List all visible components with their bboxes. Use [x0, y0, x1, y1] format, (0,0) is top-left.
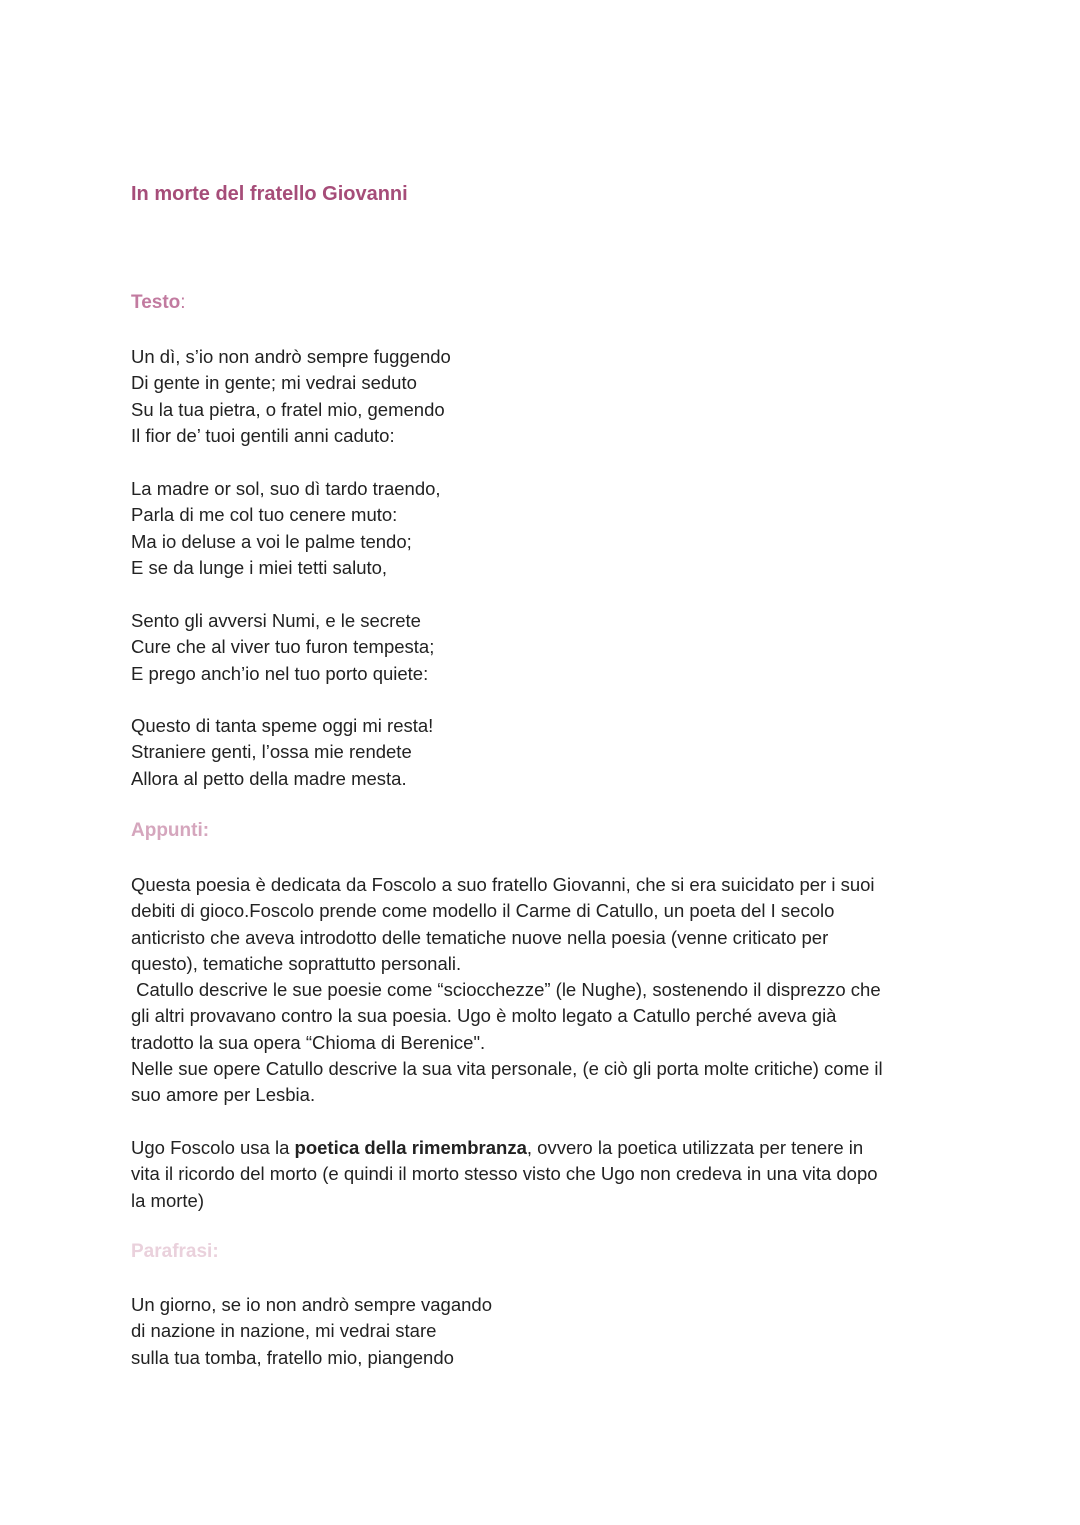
poem-line: Di gente in gente; mi vedrai seduto — [131, 372, 417, 394]
notes-line: vita il ricordo del morto (e quindi il morto stesso visto che Ugo non credeva in una vita dopo — [131, 1163, 878, 1185]
notes-line: la morte) — [131, 1189, 204, 1211]
document-title: In morte del fratello Giovanni — [131, 183, 408, 205]
notes-line: tradotto la sua opera “Chioma di Berenice". — [131, 1031, 486, 1053]
notes-line: questo), tematiche soprattutto personali. — [131, 952, 462, 974]
poem-line: E se da lunge i miei tetti saluto, — [131, 556, 388, 578]
poem-line: Cure che al viver tuo furon tempesta; — [131, 636, 435, 658]
notes-line: suo amore per Lesbia. — [131, 1084, 316, 1106]
paraphrase-block — [131, 1292, 492, 1371]
section-heading-appunti — [131, 820, 209, 842]
notes-line: Questa poesia è dedicata da Foscolo a suo fratello Giovanni, che si era suicidato per i suoi — [131, 874, 875, 895]
notes-text: Ugo Foscolo usa la — [131, 1137, 295, 1158]
notes-line: debiti di gioco.Foscolo prende come modello il Carme di Catullo, un poeta del I secolo — [131, 900, 835, 922]
poem-line: La madre or sol, suo dì tardo traendo, — [131, 478, 441, 499]
notes-text: , ovvero la poetica utilizzata per tenere in — [526, 1137, 864, 1158]
heading-colon: : — [212, 1241, 219, 1262]
section-heading-testo — [131, 292, 186, 314]
poem-line: Parla di me col tuo cenere muto: — [131, 504, 398, 526]
poem-line: Straniere genti, l’ossa mie rendete — [131, 741, 412, 763]
poem-line: Questo di tanta speme oggi mi resta! — [131, 715, 434, 736]
poem-stanza-2 — [131, 476, 441, 581]
paraphrase-line: Un giorno, se io non andrò sempre vagando — [131, 1294, 492, 1315]
poem-line: E prego anch’io nel tuo porto quiete: — [131, 662, 429, 684]
poem-stanza-1 — [131, 344, 451, 449]
heading-colon: : — [180, 292, 186, 313]
poem-line: Su la tua pietra, o fratel mio, gemendo — [131, 398, 445, 420]
section-heading-parafrasi — [131, 1241, 219, 1263]
paraphrase-line: sulla tua tomba, fratello mio, piangendo — [131, 1346, 454, 1368]
poem-line: Ma io deluse a voi le palme tendo; — [131, 530, 412, 552]
poem-stanza-3 — [131, 608, 434, 687]
heading-label: Testo — [131, 292, 181, 313]
poem-line: Il fior de’ tuoi gentili anni caduto: — [131, 424, 395, 446]
notes-paragraph-2 — [131, 1135, 946, 1214]
heading-label: Parafrasi — [131, 1241, 213, 1262]
notes-paragraph-1 — [131, 872, 946, 1109]
heading-label: Appunti — [131, 820, 203, 841]
poem-line: Sento gli avversi Numi, e le secrete — [131, 610, 421, 631]
poem-stanza-4 — [131, 713, 433, 792]
notes-line — [131, 1135, 946, 1161]
bold-term: poetica della rimembranza — [294, 1137, 527, 1158]
paraphrase-line: di nazione in nazione, mi vedrai stare — [131, 1320, 437, 1342]
notes-line: gli altri provavano contro la sua poesia. Ugo è molto legato a Catullo perché aveva già — [131, 1005, 837, 1027]
poem-line: Un dì, s’io non andrò sempre fuggendo — [131, 346, 451, 367]
poem-line: Allora al petto della madre mesta. — [131, 767, 407, 789]
notes-line: anticristo che aveva introdotto delle tematiche nuove nella poesia (venne criticato per — [131, 926, 829, 948]
heading-colon: : — [202, 820, 210, 841]
notes-line: Nelle sue opere Catullo descrive la sua vita personale, (e ciò gli porta molte critiche) come il — [131, 1058, 883, 1080]
notes-line: Catullo descrive le sue poesie come “sciocchezze” (le Nughe), sostenendo il disprezzo che — [131, 979, 881, 1001]
